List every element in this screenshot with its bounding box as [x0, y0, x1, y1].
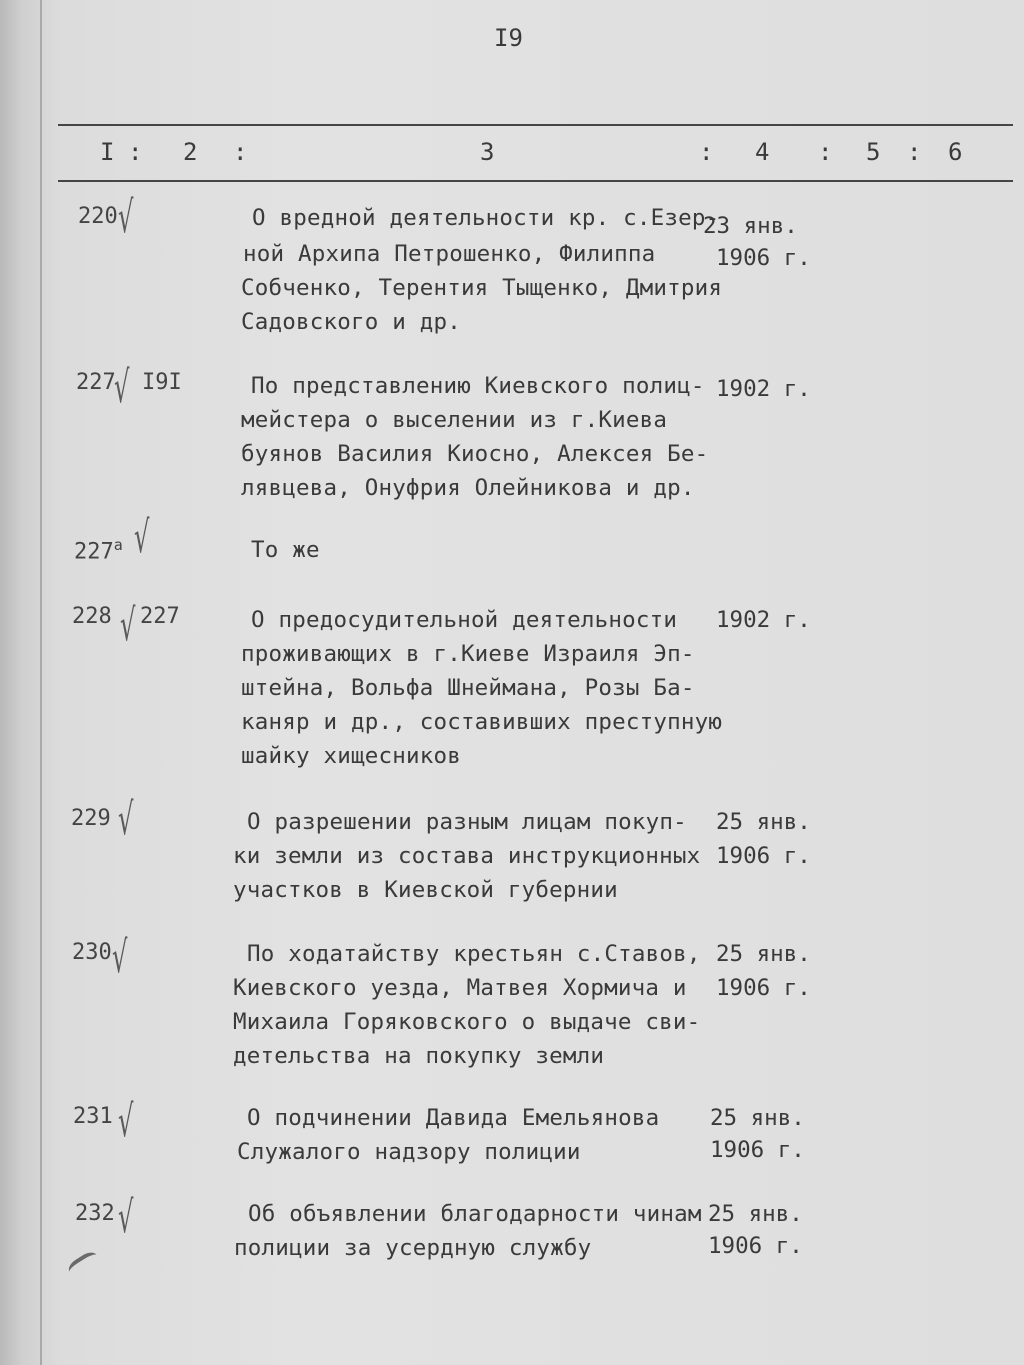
- column-separator: :: [907, 138, 922, 166]
- entry-text-line: Садовского и др.: [241, 309, 461, 335]
- entry-text-line: О подчинении Давида Емельянова: [247, 1105, 660, 1131]
- entry-text-line: То же: [251, 537, 320, 563]
- entry-date-line: 1906 г.: [710, 1137, 805, 1163]
- column-separator: :: [233, 138, 248, 166]
- entry-text-line: О предосудительной деятельности: [251, 607, 678, 633]
- entry-number: $227^а$: [74, 536, 123, 565]
- entry-number: 227: [76, 370, 116, 395]
- entry-number: 231: [73, 1104, 113, 1129]
- entry-date-line: 1902 г.: [716, 376, 811, 402]
- entry-date-line: 1906 г.: [708, 1233, 803, 1259]
- page-binding-edge: [40, 0, 42, 1365]
- column-separator: :: [128, 138, 143, 166]
- entry-text-line: детельства на покупку земли: [233, 1043, 605, 1069]
- checkmark-icon: √: [120, 600, 136, 651]
- entry-text-line: Киевского уезда, Матвея Хормича и: [233, 975, 687, 1001]
- checkmark-icon: √: [118, 1192, 134, 1243]
- checkmark-icon: √: [112, 932, 128, 983]
- checkmark-icon: √: [118, 192, 134, 243]
- column-header-1: I: [100, 138, 115, 166]
- column-header-6: 6: [948, 138, 963, 166]
- entry-text-line: буянов Василия Киосно, Алексея Бе-: [241, 441, 709, 467]
- entry-text-line: участков в Киевской губернии: [233, 877, 618, 903]
- checkmark-icon: √: [118, 794, 134, 845]
- entry-text-line: По представлению Киевского полиц-: [251, 373, 705, 399]
- entry-number: 229: [71, 806, 111, 831]
- entry-date-line: 1902 г.: [716, 607, 811, 633]
- pencil-mark-icon: [66, 1249, 103, 1281]
- table-header-bottom-rule: [58, 180, 1013, 182]
- entry-text-line: лявцева, Онуфрия Олейникова и др.: [241, 475, 695, 501]
- entry-text-line: Об объявлении благодарности чинам: [248, 1201, 702, 1227]
- entry-date-line: 1906 г.: [716, 975, 811, 1001]
- entry-text-line: мейстера о выселении из г.Киева: [241, 407, 668, 433]
- entry-date-line: 1906 г.: [716, 245, 811, 271]
- entry-date-line: 25 янв.: [716, 941, 811, 967]
- entry-text-line: ной Архипа Петрошенко, Филиппа: [243, 241, 656, 267]
- column-header-4: 4: [755, 138, 770, 166]
- checkmark-icon: √: [114, 362, 130, 413]
- entry-date-line: 23 янв.: [703, 213, 798, 239]
- column-separator: :: [818, 138, 833, 166]
- column-header-3: 3: [480, 138, 495, 166]
- column-header-2: 2: [183, 138, 198, 166]
- column-separator: :: [699, 138, 714, 166]
- checkmark-icon: √: [134, 512, 150, 563]
- entry-number-suffix: а: [113, 536, 123, 554]
- entry-text-line: Собченко, Терентия Тыщенко, Дмитрия: [241, 275, 723, 301]
- entry-text-line: полиции за усердную службу: [234, 1235, 592, 1261]
- page-number: I9: [494, 24, 523, 52]
- entry-text-line: проживающих в г.Киеве Израиля Эп-: [241, 641, 695, 667]
- entry-number: 232: [75, 1201, 115, 1226]
- entry-text-line: Михаила Горяковского о выдаче сви-: [233, 1009, 701, 1035]
- entry-date-line: 25 янв.: [710, 1105, 805, 1131]
- entry-reference: 227: [140, 604, 180, 629]
- entry-text-line: каняр и др., составивших преступную: [241, 709, 723, 735]
- entry-text-line: По ходатайству крестьян с.Ставов,: [247, 941, 701, 967]
- checkmark-icon: √: [118, 1096, 134, 1147]
- entry-date-line: 25 янв.: [708, 1201, 803, 1227]
- entry-text-line: О вредной деятельности кр. с.Езер-: [252, 205, 720, 231]
- entry-date-line: 1906 г.: [716, 843, 811, 869]
- entry-number: 228: [72, 604, 112, 629]
- entry-date-line: 25 янв.: [716, 809, 811, 835]
- column-header-5: 5: [866, 138, 881, 166]
- entry-text-line: О разрешении разным лицам покуп-: [247, 809, 687, 835]
- entry-text-line: штейна, Вольфа Шнеймана, Розы Ба-: [241, 675, 695, 701]
- entry-text-line: ки земли из состава инструкционных: [233, 843, 701, 869]
- entry-number: 230: [72, 940, 112, 965]
- entry-text-line: Служалого надзору полиции: [237, 1139, 581, 1165]
- entry-reference: I9I: [142, 370, 182, 395]
- entry-text-line: шайку хищесников: [241, 743, 461, 769]
- entry-number: 220: [78, 204, 118, 229]
- table-header-top-rule: [58, 124, 1013, 126]
